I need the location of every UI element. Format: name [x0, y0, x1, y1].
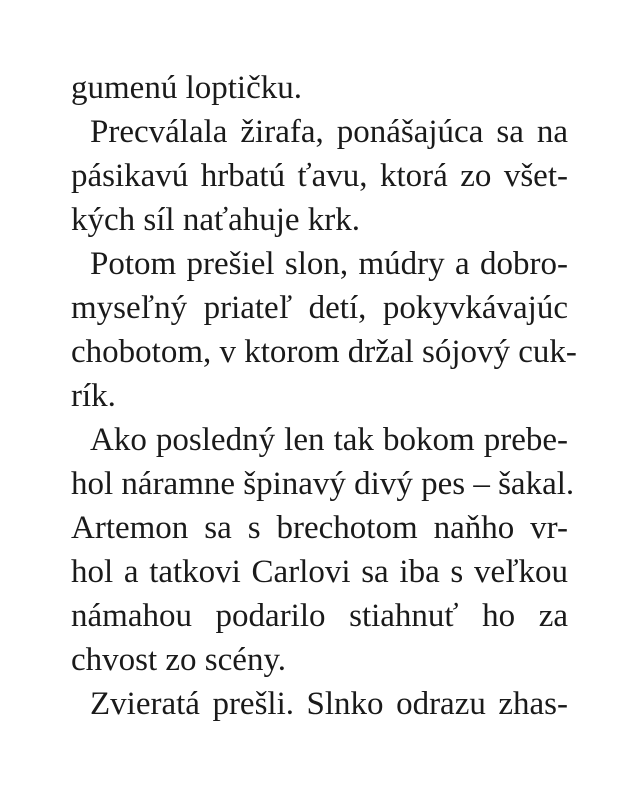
text-line: chobotom, v ktorom držal sójový cuk- — [71, 334, 577, 370]
text-line: Ako posledný len tak bokom prebe- — [90, 422, 568, 458]
text-line: Artemon sa s brechotom naňho vr- — [71, 510, 568, 546]
text-line: pásikavú hrbatú ťavu, ktorá zo všet- — [71, 158, 568, 194]
text-line: chvost zo scény. — [71, 642, 287, 678]
text-line: myseľný priateľ detí, pokyvkávajúc — [71, 290, 568, 326]
text-line: Zvieratá prešli. Slnko odrazu zhas- — [90, 686, 568, 722]
text-line: kých síl naťahuje krk. — [71, 202, 361, 238]
text-line: Potom prešiel slon, múdry a dobro- — [90, 246, 568, 282]
text-line: gumenú loptičku. — [71, 70, 302, 106]
text-line: rík. — [71, 378, 116, 414]
text-line: hol a tatkovi Carlovi sa iba s veľkou — [71, 554, 568, 590]
text-line: hol náramne špinavý divý pes – šakal. — [71, 466, 575, 502]
text-line: Precválala žirafa, ponášajúca sa na — [90, 114, 568, 150]
text-line: námahou podarilo stiahnuť ho za — [71, 598, 568, 634]
